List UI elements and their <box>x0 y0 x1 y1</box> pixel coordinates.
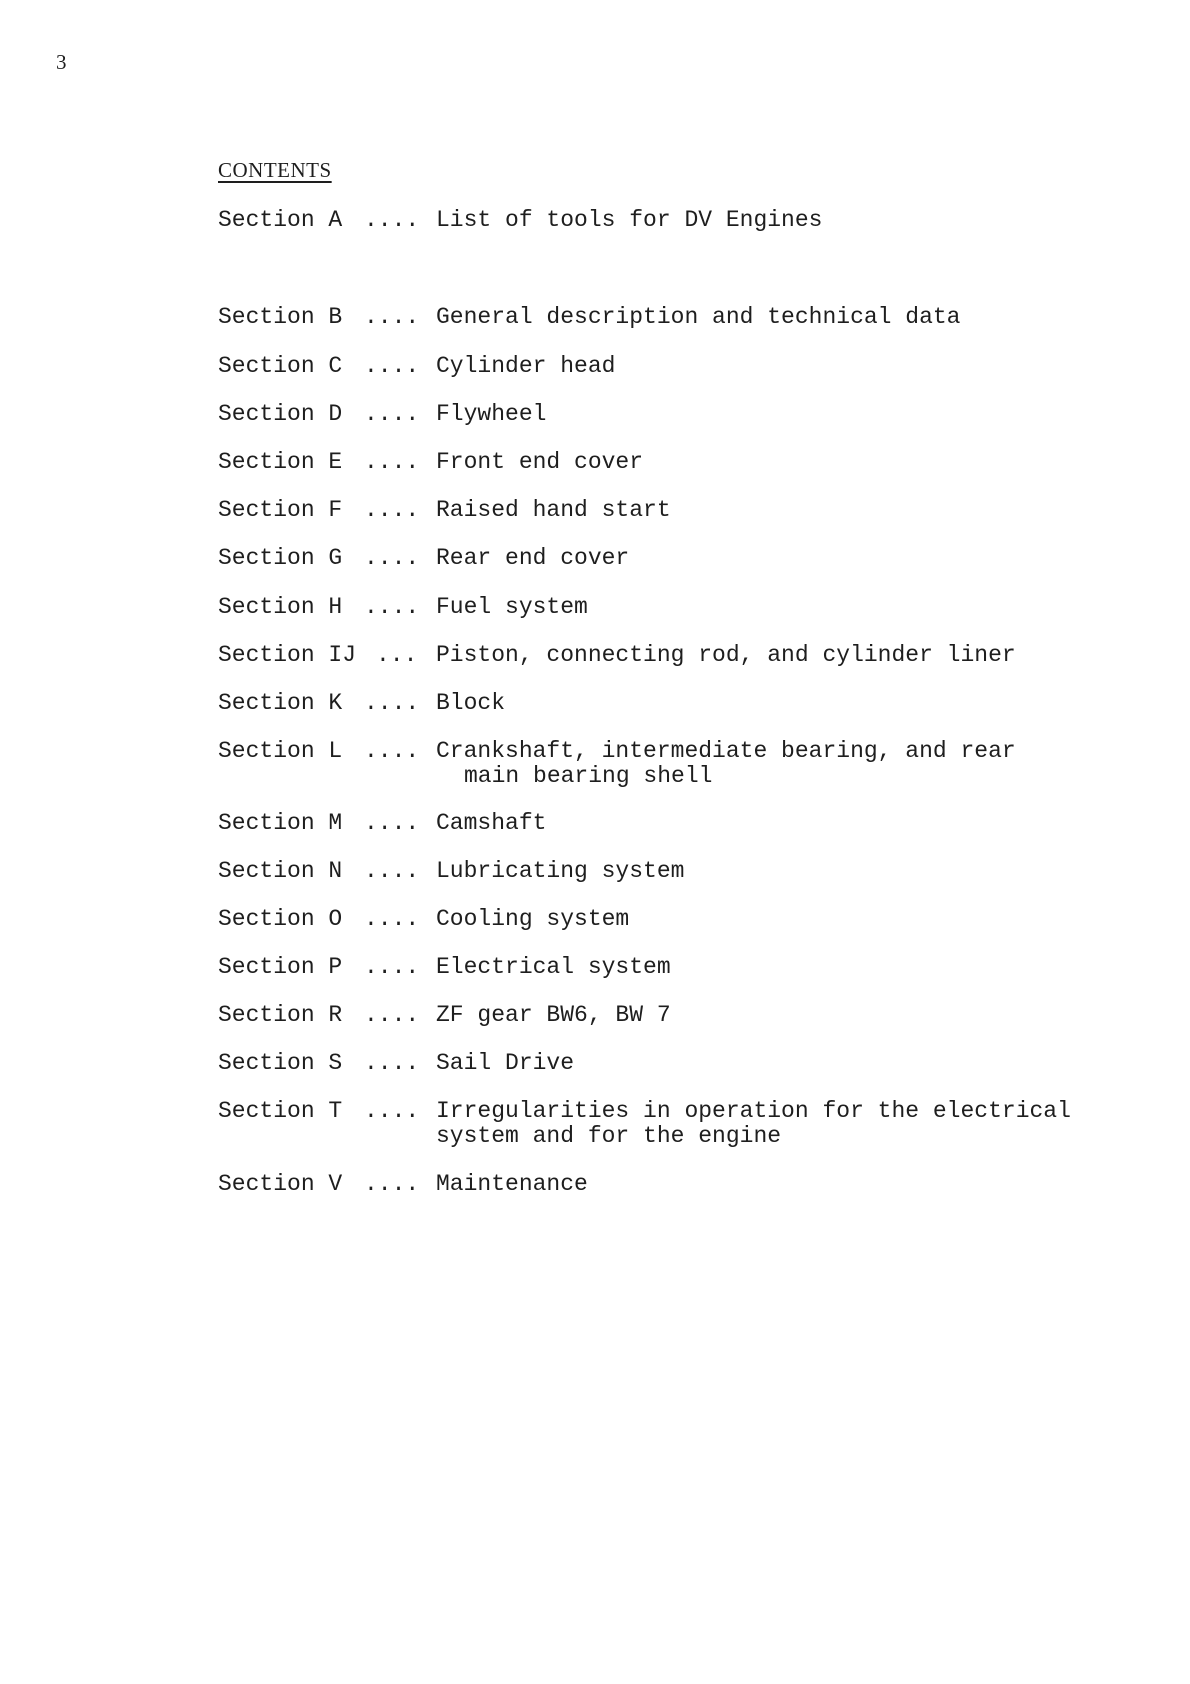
section-title: Electrical system <box>436 954 671 980</box>
leader-dots: .... <box>364 858 420 884</box>
leader-dots: .... <box>364 738 420 764</box>
leader-dots: .... <box>364 497 420 523</box>
section-label: Section M <box>218 810 343 836</box>
leader-dots: .... <box>364 954 420 980</box>
section-title: ZF gear BW6, BW 7 <box>436 1002 671 1028</box>
section-title: Cooling system <box>436 906 630 932</box>
section-label: Section R <box>218 1002 343 1028</box>
leader-dots: .... <box>364 690 420 716</box>
section-label: Section F <box>218 497 343 523</box>
section-label: Section IJ <box>218 642 357 668</box>
section-label: Section C <box>218 353 343 379</box>
section-title <box>436 739 1016 789</box>
section-label: Section N <box>218 858 343 884</box>
leader-dots: .... <box>364 353 420 379</box>
leader-dots: ... <box>376 642 418 668</box>
section-label: Section H <box>218 594 343 620</box>
section-title-line2: system and for the engine <box>436 1123 782 1149</box>
leader-dots: .... <box>364 1098 420 1124</box>
section-title-line1: Irregularities in operation for the electrical <box>436 1098 1071 1124</box>
section-label: Section B <box>218 304 343 330</box>
page-number: 3 <box>56 50 67 74</box>
leader-dots: .... <box>364 545 420 571</box>
section-title: List of tools for DV Engines <box>436 207 823 233</box>
leader-dots: .... <box>364 906 420 932</box>
section-title: Camshaft <box>436 810 547 836</box>
section-title: General description and technical data <box>436 304 961 330</box>
contents-heading: CONTENTS <box>218 158 332 182</box>
section-title: Raised hand start <box>436 497 671 523</box>
leader-dots: .... <box>364 1002 420 1028</box>
section-title-line1: Crankshaft, intermediate bearing, and rear <box>436 738 1016 764</box>
section-label: Section D <box>218 401 343 427</box>
leader-dots: .... <box>364 401 420 427</box>
leader-dots: .... <box>364 1171 420 1197</box>
section-label: Section L <box>218 738 343 764</box>
leader-dots: .... <box>364 810 420 836</box>
section-label: Section V <box>218 1171 343 1197</box>
leader-dots: .... <box>364 594 420 620</box>
section-label: Section P <box>218 954 343 980</box>
section-label: Section G <box>218 545 343 571</box>
section-title: Rear end cover <box>436 545 630 571</box>
section-label: Section E <box>218 449 343 475</box>
section-label: Section A <box>218 207 343 233</box>
section-title: Piston, connecting rod, and cylinder liner <box>436 642 1016 668</box>
leader-dots: .... <box>364 207 420 233</box>
leader-dots: .... <box>364 304 420 330</box>
section-label: Section S <box>218 1050 343 1076</box>
section-title-line2: main bearing shell <box>464 763 713 789</box>
section-label: Section O <box>218 906 343 932</box>
section-title: Flywheel <box>436 401 547 427</box>
section-title: Maintenance <box>436 1171 588 1197</box>
section-label: Section T <box>218 1098 343 1124</box>
section-title <box>436 1099 1071 1149</box>
leader-dots: .... <box>364 1050 420 1076</box>
section-title: Cylinder head <box>436 353 616 379</box>
section-title: Lubricating system <box>436 858 685 884</box>
section-label: Section K <box>218 690 343 716</box>
section-title: Block <box>436 690 506 716</box>
section-title: Fuel system <box>436 594 588 620</box>
section-title: Front end cover <box>436 449 644 475</box>
leader-dots: .... <box>364 449 420 475</box>
section-title: Sail Drive <box>436 1050 575 1076</box>
